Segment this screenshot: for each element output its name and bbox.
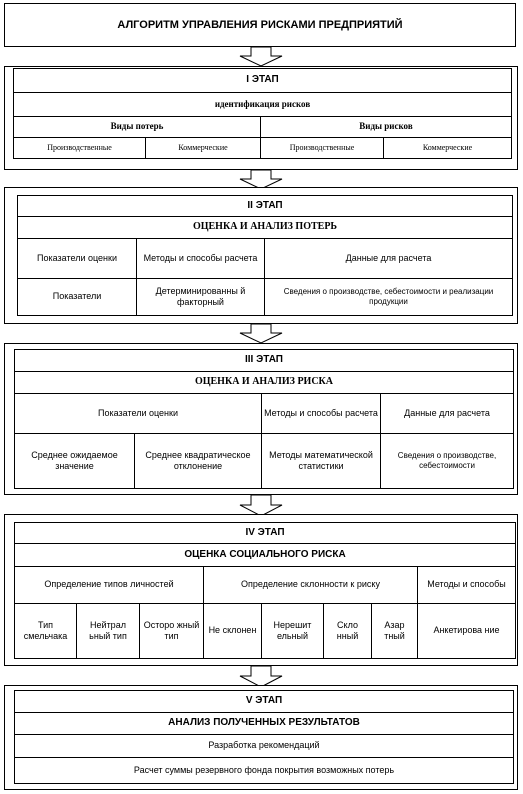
stage-4-gambling: Азар тный — [371, 603, 418, 659]
stage-1-loss-production: Производственные — [13, 137, 146, 159]
diagram-title-box — [4, 3, 516, 47]
stage-3-subtitle: ОЦЕНКА И АНАЛИЗ РИСКА — [14, 371, 514, 394]
stage-2-name: II ЭТАП — [17, 195, 513, 217]
stage-3-std-deviation: Среднее квадратическое отклонение — [134, 433, 262, 489]
stage-1-risks-header: Виды рисков — [260, 116, 512, 138]
stage-2-indicators-header: Показатели оценки — [17, 238, 137, 279]
stage-2-data-value: Сведения о производстве, себестоимости и реализации продукции — [264, 278, 513, 316]
stage-1-risk-commercial: Коммерческие — [383, 137, 512, 159]
stage-3-methods-header: Методы и способы расчета — [261, 393, 381, 434]
stage-5-subtitle: АНАЛИЗ ПОЛУЧЕННЫХ РЕЗУЛЬТАТОВ — [14, 712, 514, 735]
stage-4-type-neutral: Нейтрал ьный тип — [76, 603, 140, 659]
stage-4-inclined: Скло нный — [323, 603, 372, 659]
stage-3-data-value: Сведения о производстве, себестоимости — [380, 433, 514, 489]
arrow-down-icon — [238, 47, 284, 67]
stage-3-methods-value: Методы математической статистики — [261, 433, 381, 489]
arrow-down-icon — [238, 324, 284, 344]
stage-3-data-header: Данные для расчета — [380, 393, 514, 434]
stage-2-methods-header: Методы и способы расчета — [136, 238, 265, 279]
stage-4-methods-header: Методы и способы — [417, 566, 516, 604]
stage-4-type-brave: Тип смельчака — [14, 603, 77, 659]
stage-5-reserve-fund: Расчет суммы резервного фонда покрытия возможных потерь — [14, 757, 514, 784]
stage-4-types-header: Определение типов личностей — [14, 566, 204, 604]
diagram-title: АЛГОРИТМ УПРАВЛЕНИЯ РИСКАМИ ПРЕДПРИЯТИЙ — [117, 19, 403, 31]
stage-4-subtitle: ОЦЕНКА СОЦИАЛЬНОГО РИСКА — [14, 543, 516, 567]
stage-3-indicators-header: Показатели оценки — [14, 393, 262, 434]
stage-1-losses-header: Виды потерь — [13, 116, 261, 138]
stage-4-survey: Анкетирова ние — [417, 603, 516, 659]
stage-4-not-inclined: Не склонен — [203, 603, 262, 659]
stage-2-methods-value: Детерминированны й факторный — [136, 278, 265, 316]
stage-4-name: IV ЭТАП — [14, 522, 516, 544]
stage-4-type-careful: Осторо жный тип — [139, 603, 204, 659]
stage-3-name: III ЭТАП — [14, 349, 514, 372]
stage-1-subtitle: идентификация рисков — [13, 92, 512, 117]
stage-5-recommendations: Разработка рекомендаций — [14, 734, 514, 758]
stage-1-loss-commercial: Коммерческие — [145, 137, 261, 159]
stage-4-undecided: Нерешит ельный — [261, 603, 324, 659]
stage-2-data-header: Данные для расчета — [264, 238, 513, 279]
stage-1-risk-production: Производственные — [260, 137, 384, 159]
stage-5-name: V ЭТАП — [14, 690, 514, 713]
stage-3-mean-value: Среднее ожидаемое значение — [14, 433, 135, 489]
stage-2-subtitle: ОЦЕНКА И АНАЛИЗ ПОТЕРЬ — [17, 216, 513, 239]
stage-1-name: I ЭТАП — [13, 68, 512, 93]
stage-4-propensity-header: Определение склонности к риску — [203, 566, 418, 604]
stage-2-indicators-value: Показатели — [17, 278, 137, 316]
